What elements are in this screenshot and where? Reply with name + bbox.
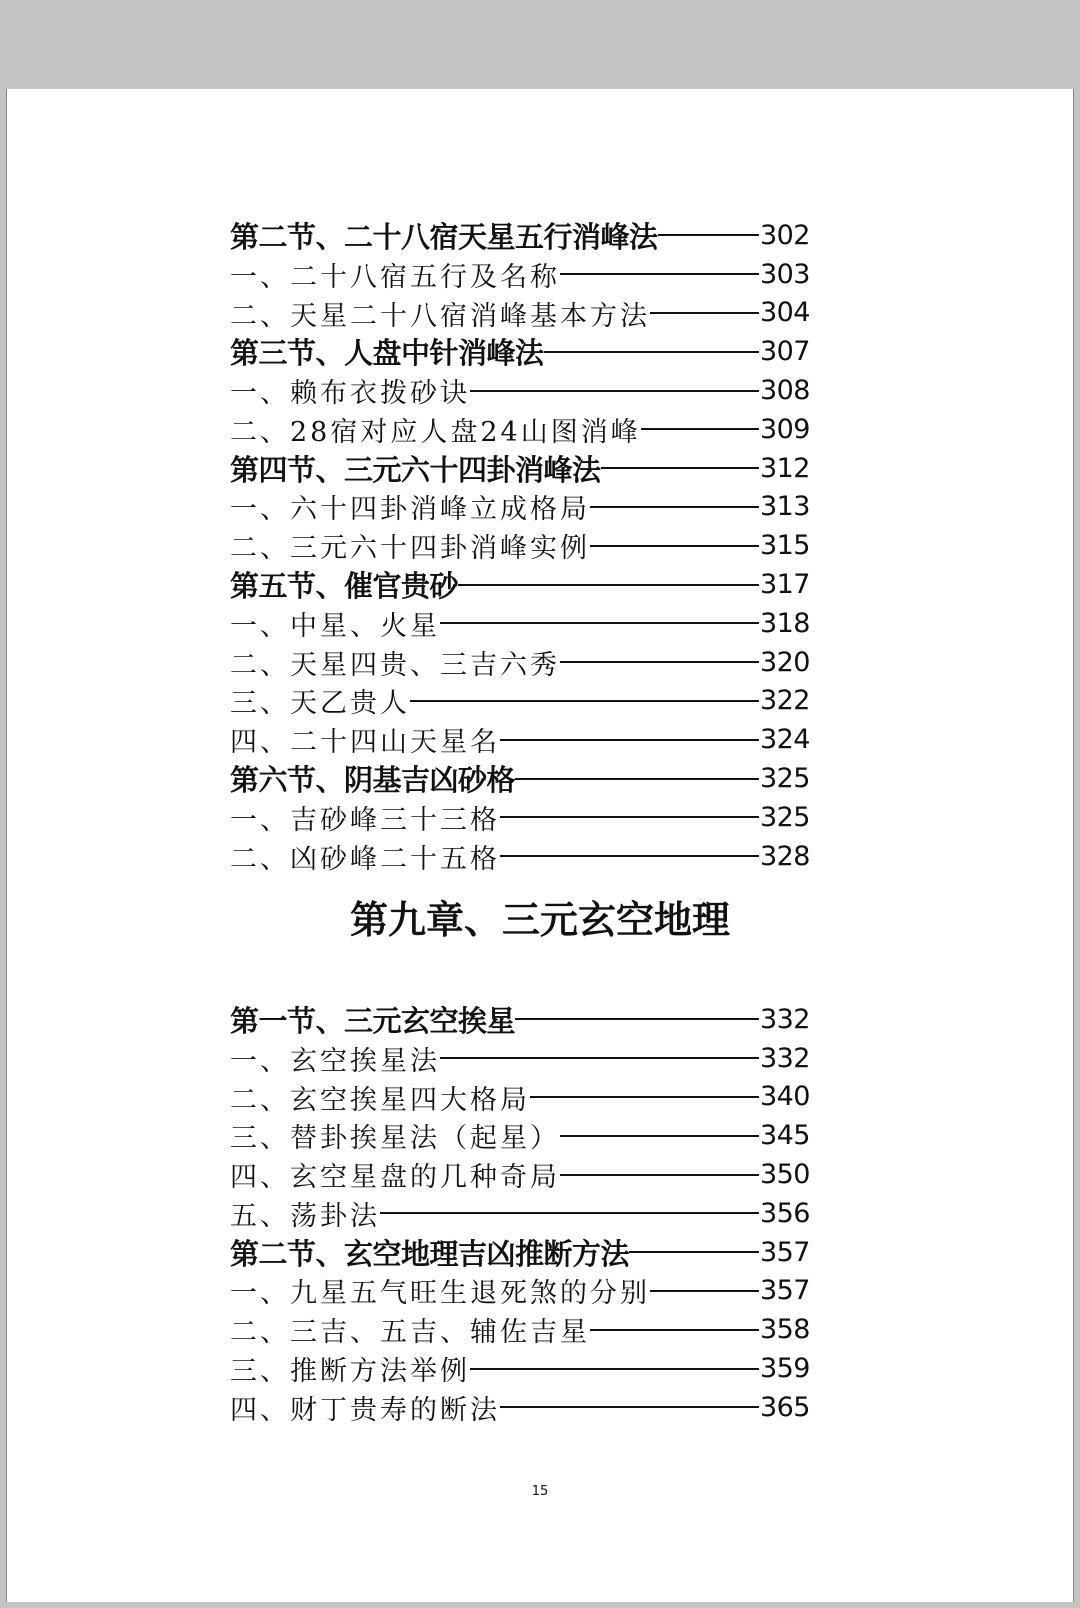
toc-leader-line	[560, 661, 759, 663]
toc-section-entry	[230, 759, 810, 798]
toc-item-entry	[230, 1310, 810, 1349]
page-number: 15	[531, 1484, 549, 1499]
toc-leader-line	[650, 1290, 759, 1292]
toc-entry-title: 三、替卦挨星法（起星）	[230, 1123, 560, 1155]
toc-item-entry	[230, 371, 810, 410]
toc-entry-page: 315	[759, 530, 810, 562]
toc-entry-title: 第六节、阴基吉凶砂格	[230, 763, 516, 798]
toc-entry-title: 第三节、人盘中针消峰法	[230, 336, 544, 371]
toc-item-entry	[230, 720, 810, 759]
toc-entry-title: 二、天星四贵、三吉六秀	[230, 649, 560, 681]
toc-leader-line	[544, 351, 759, 353]
toc-entry-page: 358	[759, 1314, 810, 1346]
toc-entry-title: 二、玄空挨星四大格局	[230, 1084, 530, 1116]
toc-item-entry	[230, 488, 810, 527]
toc-item-entry	[230, 1155, 810, 1194]
toc-entry-title: 三、天乙贵人	[230, 688, 410, 720]
toc-entry-page: 325	[759, 801, 810, 833]
toc-item-entry	[230, 1272, 810, 1311]
toc-entry-page: 365	[759, 1391, 810, 1423]
toc-entry-page: 307	[759, 336, 810, 368]
toc-leader-line	[470, 390, 759, 392]
toc-leader-line	[590, 1329, 759, 1331]
toc-entry-page: 324	[759, 724, 810, 756]
toc-entry-page: 304	[759, 297, 810, 329]
toc-item-entry	[230, 294, 810, 333]
toc-leader-line	[458, 584, 759, 586]
toc-leader-line	[530, 1096, 759, 1098]
toc-entry-title: 第四节、三元六十四卦消峰法	[230, 452, 601, 487]
toc-entry-title: 第二节、玄空地理吉凶推断方法	[230, 1236, 630, 1271]
toc-entry-page: 312	[759, 452, 810, 484]
toc-entry-page: 332	[759, 1042, 810, 1074]
toc-item-entry	[230, 643, 810, 682]
toc-section-entry	[230, 565, 810, 604]
toc-section-entry	[230, 216, 810, 255]
toc-section-entry	[230, 332, 810, 371]
toc-leader-line	[440, 1057, 759, 1059]
toc-entry-page: 308	[759, 375, 810, 407]
toc-leader-line	[500, 739, 759, 741]
toc-entry-page: 340	[759, 1081, 810, 1113]
toc-entry-title: 四、玄空星盘的几种奇局	[230, 1162, 560, 1194]
toc-entry-title: 二、28宿对应人盘24山图消峰	[230, 416, 641, 448]
toc-item-entry	[230, 1078, 810, 1117]
toc-leader-line	[410, 700, 759, 702]
toc-entry-title: 第二节、二十八宿天星五行消峰法	[230, 219, 658, 254]
toc-item-entry	[230, 1349, 810, 1388]
toc-item-entry	[230, 255, 810, 294]
toc-leader-line	[590, 506, 759, 508]
toc-leader-line	[515, 1018, 759, 1020]
toc-leader-line	[560, 1174, 759, 1176]
toc-entry-page: 359	[759, 1353, 810, 1385]
toc-leader-line	[590, 545, 759, 547]
toc-entry-page: 302	[759, 219, 810, 251]
toc-entry-page: 357	[759, 1275, 810, 1307]
toc-item-entry	[230, 410, 810, 449]
toc-item-entry	[230, 1194, 810, 1233]
toc-leader-line	[560, 273, 759, 275]
toc-entry-title: 二、三元六十四卦消峰实例	[230, 533, 590, 565]
toc-entry-page: 345	[759, 1120, 810, 1152]
toc-entry-page: 356	[759, 1197, 810, 1229]
toc-item-entry	[230, 526, 810, 565]
toc-leader-line	[560, 1135, 759, 1137]
toc-entry-title: 二、三吉、五吉、辅佐吉星	[230, 1317, 590, 1349]
toc-list-top	[230, 216, 810, 876]
toc-entry-title: 一、吉砂峰三十三格	[230, 804, 500, 836]
toc-entry-page: 317	[759, 569, 810, 601]
toc-leader-line	[629, 1251, 759, 1253]
toc-entry-title: 第五节、催官贵砂	[230, 569, 459, 604]
toc-leader-line	[500, 855, 759, 857]
toc-leader-line	[658, 234, 759, 236]
toc-section-entry	[230, 1000, 810, 1039]
toc-item-entry	[230, 1039, 810, 1078]
toc-entry-page: 309	[759, 413, 810, 445]
toc-entry-title: 三、推断方法举例	[230, 1356, 470, 1388]
toc-entry-page: 325	[759, 763, 810, 795]
toc-entry-title: 二、天星二十八宿消峰基本方法	[230, 300, 650, 332]
toc-entry-title: 一、玄空挨星法	[230, 1045, 440, 1077]
toc-entry-title: 四、二十四山天星名	[230, 727, 500, 759]
toc-entry-page: 320	[759, 646, 810, 678]
toc-item-entry	[230, 798, 810, 837]
toc-leader-line	[601, 467, 759, 469]
toc-entry-title: 二、凶砂峰二十五格	[230, 843, 500, 875]
toc-entry-title: 一、九星五气旺生退死煞的分别	[230, 1278, 650, 1310]
toc-entry-title: 一、六十四卦消峰立成格局	[230, 494, 590, 526]
toc-entry-page: 357	[759, 1236, 810, 1268]
toc-entry-page: 332	[759, 1003, 810, 1035]
toc-leader-line	[650, 312, 759, 314]
toc-entry-title: 第一节、三元玄空挨星	[230, 1003, 516, 1038]
toc-entry-page: 318	[759, 607, 810, 639]
toc-entry-title: 四、财丁贵寿的断法	[230, 1394, 500, 1426]
toc-item-entry	[230, 682, 810, 721]
toc-leader-line	[380, 1212, 759, 1214]
toc-section-entry	[230, 1233, 810, 1272]
toc-item-entry	[230, 604, 810, 643]
toc-entry-title: 一、中星、火星	[230, 610, 440, 642]
toc-leader-line	[470, 1368, 759, 1370]
toc-entry-title: 五、荡卦法	[230, 1200, 380, 1232]
toc-leader-line	[500, 816, 759, 818]
toc-entry-title: 一、二十八宿五行及名称	[230, 261, 560, 293]
toc-entry-title: 一、赖布衣拨砂诀	[230, 378, 470, 410]
toc-item-entry	[230, 837, 810, 876]
toc-entry-page: 322	[759, 685, 810, 717]
toc-leader-line	[515, 778, 759, 780]
toc-entry-page: 303	[759, 258, 810, 290]
toc-item-entry	[230, 1116, 810, 1155]
toc-entry-page: 350	[759, 1159, 810, 1191]
toc-leader-line	[500, 1406, 759, 1408]
toc-leader-line	[440, 622, 759, 624]
document-page	[6, 89, 1074, 1602]
toc-entry-page: 313	[759, 491, 810, 523]
chapter-title: 第九章、三元玄空地理	[349, 898, 730, 942]
toc-section-entry	[230, 449, 810, 488]
toc-entry-page: 328	[759, 840, 810, 872]
toc-leader-line	[641, 428, 759, 430]
toc-item-entry	[230, 1388, 810, 1427]
toc-list-bottom	[230, 1000, 810, 1427]
